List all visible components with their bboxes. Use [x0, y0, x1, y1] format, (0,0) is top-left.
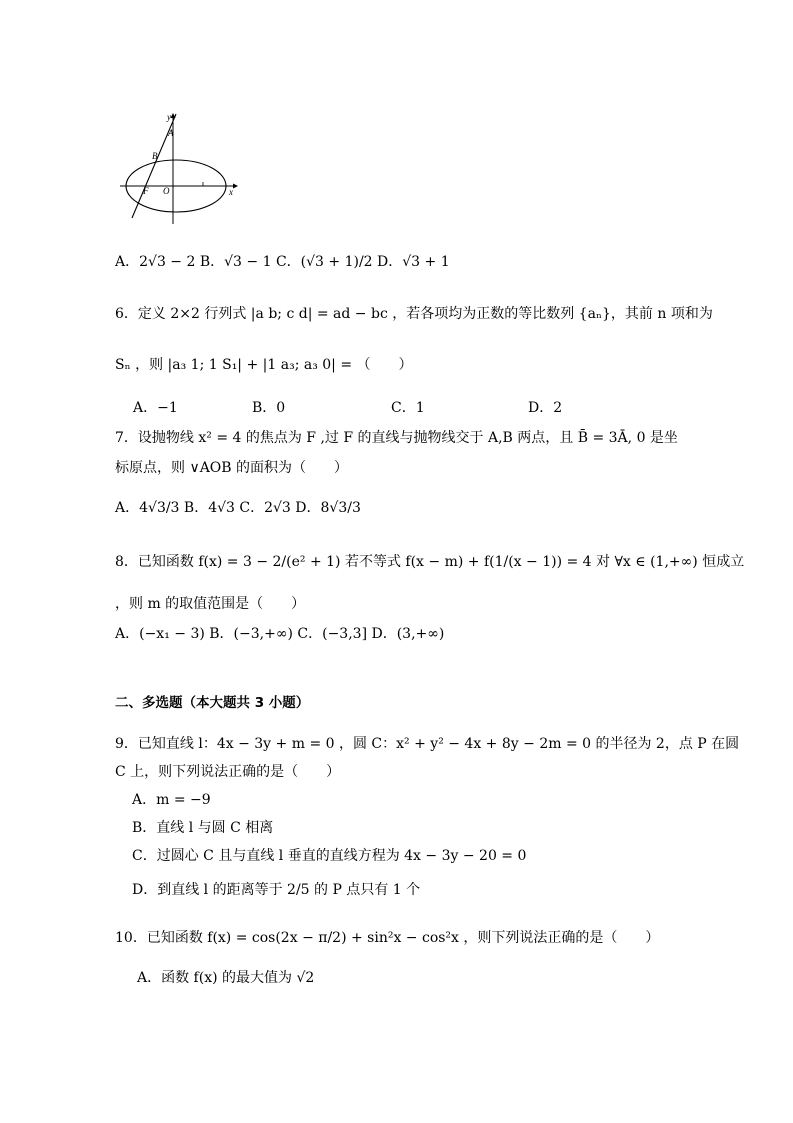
- q9-line1: 9．已知直线 l：4x − 3y + m = 0 ，圆 C：x² + y² − 4x + 8y − 2m = 0 的半径为 2，点 P 在圆: [115, 736, 740, 752]
- q7-line2: 标原点，则 ∨AOB 的面积为（ ）: [115, 460, 349, 476]
- label-y: y: [167, 112, 171, 122]
- q8-line2: ，则 m 的取值范围是（ ）: [115, 596, 306, 612]
- q5-options: A．2√3 − 2 B．√3 − 1 C．(√3 + 1)/2 D．√3 + 1: [115, 254, 450, 270]
- q9-line2: C 上，则下列说法正确的是（ ）: [115, 764, 341, 780]
- q8-options: A．(−x₁ − 3) B．(−3,+∞) C．(−3,3] D．(3,+∞): [115, 626, 445, 642]
- q9-option-b: B．直线 l 与圆 C 相离: [132, 820, 274, 836]
- q6-line1: 6．定义 2×2 行列式 |a b; c d| = ad − bc ，若各项均为正数的等比数列 {aₙ}，其前 n 项和为: [115, 306, 713, 322]
- label-B: B: [152, 151, 158, 161]
- q7-options: A．4√3/3 B．4√3 C．2√3 D．8√3/3: [115, 500, 361, 516]
- ellipse-figure: [115, 96, 240, 228]
- section-heading: 二、多选题（本大题共 3 小题）: [115, 695, 310, 711]
- q10-line1: 10．已知函数 f(x) = cos(2x − π/2) + sin²x − cos²x ，则下列说法正确的是（ ）: [115, 930, 660, 946]
- q8-line1: 8．已知函数 f(x) = 3 − 2/(e² + 1) 若不等式 f(x − m) + f(1/(x − 1)) = 4 对 ∀x ∈ (1,+∞) 恒成立: [115, 554, 745, 570]
- q6-option-a: A．−1: [133, 400, 178, 416]
- label-O: O: [163, 186, 170, 196]
- x-axis-arrow: [233, 184, 238, 189]
- label-x: x: [229, 187, 233, 197]
- label-F: F: [143, 186, 149, 196]
- q9-option-a: A．m = −9: [132, 792, 211, 808]
- q7-line1: 7．设抛物线 x² = 4 的焦点为 F ,过 F 的直线与抛物线交于 A,B 两点，且 B̄ = 3Ā, 0 是坐: [115, 430, 678, 446]
- q9-option-d: D．到直线 l 的距离等于 2/5 的 P 点只有 1 个: [132, 882, 421, 898]
- q10-option-a: A．函数 f(x) 的最大值为 √2: [137, 970, 315, 986]
- label-A: A: [168, 128, 174, 138]
- q6-line2: Sₙ ，则 |a₃ 1; 1 S₁| + |1 a₃; a₃ 0| = （ ）: [115, 357, 413, 373]
- q6-option-d: D．2: [528, 400, 563, 416]
- q6-option-b: B．0: [252, 400, 286, 416]
- q6-option-c: C．1: [391, 400, 425, 416]
- q9-option-c: C．过圆心 C 且与直线 l 垂直的直线方程为 4x − 3y − 20 = 0: [132, 848, 527, 864]
